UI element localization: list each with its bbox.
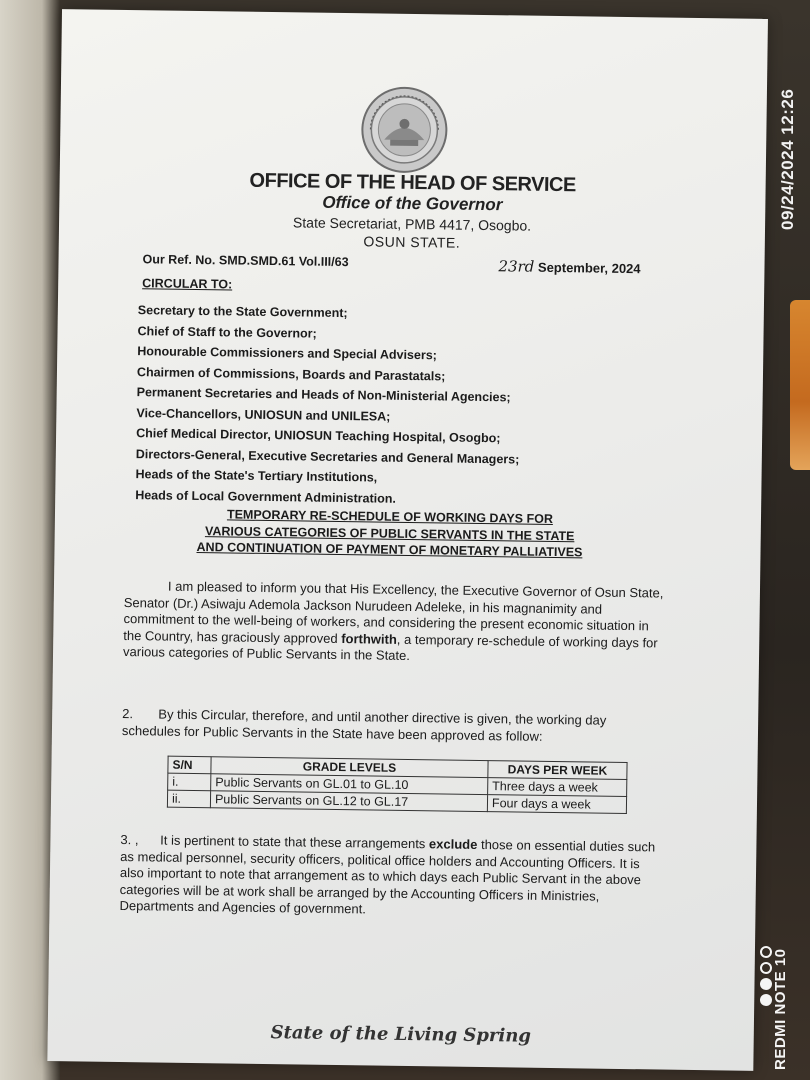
background-orange-object bbox=[790, 300, 810, 470]
recipient-item: Vice-Chancellors, UNIOSUN and UNILESA; bbox=[136, 405, 391, 424]
letterhead-state: OSUN STATE. bbox=[363, 233, 461, 251]
recipient-item: Heads of Local Government Administration. bbox=[135, 487, 397, 506]
state-seal-icon bbox=[360, 85, 449, 174]
subject-line: AND CONTINUATION OF PAYMENT OF MONETARY PALLIATIVES bbox=[196, 540, 583, 560]
column-header-days-per-week: DAYS PER WEEK bbox=[488, 761, 627, 780]
recipient-item: Directors-General, Executive Secretaries and General Managers; bbox=[135, 446, 520, 466]
paragraph-3-text: It is pertinent to state that these arrangements bbox=[160, 832, 430, 852]
paragraph-2-number: 2. bbox=[122, 705, 134, 722]
paragraph-3-text-end: those on essential duties such as medical personnel, security officers, political office holders and Accounting Officers. It is also important to note that arrangement as to which days each Public Servant in the above categories will be at work shall be arranged by the Accounting Officers in Ministries, Departments and Agencies of government. bbox=[119, 836, 656, 917]
recipient-list bbox=[135, 300, 521, 510]
footer-motto: State of the Living Spring bbox=[270, 1022, 532, 1047]
paragraph-3 bbox=[119, 832, 660, 922]
table-cell: Public Servants on GL.01 to GL.10 bbox=[211, 774, 488, 795]
subject-line: VARIOUS CATEGORIES OF PUBLIC SERVANTS IN THE STATE bbox=[204, 523, 575, 543]
photo-timestamp: 09/24/2024 12:26 bbox=[778, 88, 797, 230]
paragraph-1-text: I am pleased to inform you that His Excellency, the Executive Governor of Osun State, Senator (Dr.) Asiwaju Ademola Jackson Nurudeen Adeleke, in his magnanimity and commitment to the well-being of workers, and considering the present economic situation in the Country, has graciously approved bbox=[123, 578, 664, 646]
subject-heading bbox=[154, 505, 625, 561]
letterhead-title: OFFICE OF THE HEAD OF SERVICE bbox=[249, 169, 576, 197]
reference-number: Our Ref. No. SMD.SMD.61 Vol.III/63 bbox=[142, 252, 349, 270]
circular-to-label: CIRCULAR TO: bbox=[142, 276, 233, 292]
paragraph-1-bold: forthwith bbox=[341, 630, 397, 647]
paragraph-2 bbox=[122, 706, 662, 747]
letterhead-address: State Secretariat, PMB 4417, Osogbo. bbox=[292, 214, 532, 234]
document-page bbox=[47, 9, 768, 1071]
date-month-year: September, 2024 bbox=[537, 259, 641, 277]
paragraph-1 bbox=[123, 578, 664, 668]
column-header-grade-levels: GRADE LEVELS bbox=[211, 757, 488, 778]
table-cell: i. bbox=[168, 773, 211, 791]
recipient-item: Chairmen of Commissions, Boards and Parastatals; bbox=[136, 364, 446, 383]
paragraph-2-text: By this Circular, therefore, and until another directive is given, the working day schedules for Public Servants in the State have been approved as follow: bbox=[121, 706, 607, 744]
schedule-table bbox=[167, 756, 628, 814]
recipient-item: Chief of Staff to the Governor; bbox=[137, 323, 317, 341]
recipient-item: Chief Medical Director, UNIOSUN Teaching Hospital, Osogbo; bbox=[136, 426, 501, 446]
recipient-item: Heads of the State's Tertiary Institutions, bbox=[135, 467, 378, 485]
recipient-item: Permanent Secretaries and Heads of Non-Ministerial Agencies; bbox=[136, 385, 511, 405]
subject-line: TEMPORARY RE-SCHEDULE OF WORKING DAYS FOR bbox=[226, 507, 554, 526]
paragraph-3-bold: exclude bbox=[428, 836, 478, 852]
table-cell: Three days a week bbox=[488, 778, 627, 797]
table-cell: Four days a week bbox=[487, 795, 626, 814]
letterhead-subtitle: Office of the Governor bbox=[322, 192, 503, 215]
paragraph-1-text-end: , a temporary re-schedule of working days for various categories of Public Servants in the State. bbox=[122, 631, 658, 663]
recipient-item: Secretary to the State Government; bbox=[137, 303, 348, 321]
date-day-handwritten: 23rd bbox=[498, 257, 535, 276]
recipient-item: Honourable Commissioners and Special Advisers; bbox=[137, 344, 437, 363]
camera-device-watermark: REDMI NOTE 10 bbox=[772, 948, 789, 1070]
column-header-sn: S/N bbox=[168, 756, 211, 774]
table-cell: Public Servants on GL.12 to GL.17 bbox=[210, 791, 487, 812]
table-cell: ii. bbox=[167, 790, 210, 808]
letter-date bbox=[498, 257, 640, 277]
paragraph-3-number: 3. , bbox=[120, 831, 139, 848]
